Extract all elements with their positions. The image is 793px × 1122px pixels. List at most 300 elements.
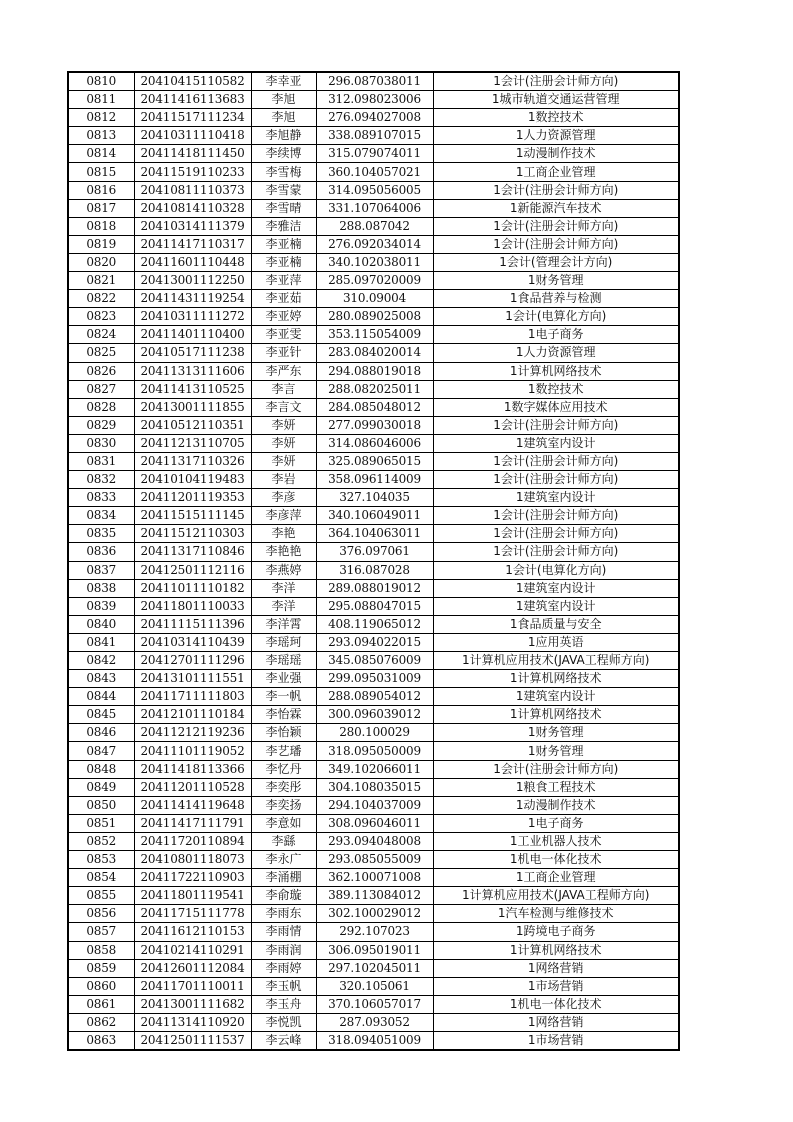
- major-cell: 1会计(注册会计师方向): [433, 507, 679, 525]
- student-name-cell: 李妍: [251, 416, 316, 434]
- row-index-cell: 0846: [68, 724, 134, 742]
- student-name-cell: 李亚婷: [251, 308, 316, 326]
- row-index-cell: 0839: [68, 597, 134, 615]
- score-cell: 292.107023: [316, 923, 433, 941]
- table-body: [68, 72, 679, 1050]
- student-name-cell: 李艺璠: [251, 742, 316, 760]
- candidate-id-cell: 20411401110400: [134, 326, 251, 344]
- student-name-cell: 李彦萍: [251, 507, 316, 525]
- major-cell: 1新能源汽车技术: [433, 199, 679, 217]
- major-cell: 1电子商务: [433, 326, 679, 344]
- major-cell: 1会计(注册会计师方向): [433, 760, 679, 778]
- table-row: [68, 253, 679, 271]
- table-row: [68, 941, 679, 959]
- row-index-cell: 0847: [68, 742, 134, 760]
- student-name-cell: 李严东: [251, 362, 316, 380]
- row-index-cell: 0860: [68, 977, 134, 995]
- score-cell: 338.089107015: [316, 127, 433, 145]
- candidate-id-cell: 20410214110291: [134, 941, 251, 959]
- candidate-id-cell: 20410801118073: [134, 851, 251, 869]
- table-row: [68, 778, 679, 796]
- score-cell: 315.079074011: [316, 145, 433, 163]
- student-name-cell: 李妍: [251, 452, 316, 470]
- score-cell: 304.108035015: [316, 778, 433, 796]
- candidate-id-cell: 20411416113683: [134, 91, 251, 109]
- major-cell: 1数控技术: [433, 380, 679, 398]
- major-cell: 1数字媒体应用技术: [433, 398, 679, 416]
- candidate-id-cell: 20411801110033: [134, 597, 251, 615]
- major-cell: 1食品质量与安全: [433, 615, 679, 633]
- major-cell: 1建筑室内设计: [433, 489, 679, 507]
- score-cell: 370.106057017: [316, 995, 433, 1013]
- major-cell: 1计算机网络技术: [433, 670, 679, 688]
- table-row: [68, 814, 679, 832]
- candidate-id-cell: 20411317110846: [134, 543, 251, 561]
- major-cell: 1应用英语: [433, 633, 679, 651]
- row-index-cell: 0819: [68, 235, 134, 253]
- row-index-cell: 0811: [68, 91, 134, 109]
- major-cell: 1建筑室内设计: [433, 597, 679, 615]
- major-cell: 1市场营销: [433, 977, 679, 995]
- table-row: [68, 1013, 679, 1031]
- row-index-cell: 0813: [68, 127, 134, 145]
- row-index-cell: 0838: [68, 579, 134, 597]
- row-index-cell: 0837: [68, 561, 134, 579]
- score-cell: 283.084020014: [316, 344, 433, 362]
- major-cell: 1会计(管理会计方向): [433, 253, 679, 271]
- major-cell: 1动漫制作技术: [433, 145, 679, 163]
- major-cell: 1工业机器人技术: [433, 832, 679, 850]
- table-row: [68, 109, 679, 127]
- major-cell: 1计算机网络技术: [433, 941, 679, 959]
- major-cell: 1市场营销: [433, 1031, 679, 1050]
- student-name-cell: 李雪梅: [251, 163, 316, 181]
- major-cell: 1计算机网络技术: [433, 706, 679, 724]
- row-index-cell: 0834: [68, 507, 134, 525]
- table-row: [68, 380, 679, 398]
- score-cell: 362.100071008: [316, 869, 433, 887]
- student-name-cell: 李雨婷: [251, 959, 316, 977]
- major-cell: 1建筑室内设计: [433, 688, 679, 706]
- student-name-cell: 李亚雯: [251, 326, 316, 344]
- major-cell: 1电子商务: [433, 814, 679, 832]
- major-cell: 1计算机应用技术(JAVA工程师方向): [433, 652, 679, 670]
- row-index-cell: 0850: [68, 796, 134, 814]
- candidate-id-cell: 20411201119353: [134, 489, 251, 507]
- row-index-cell: 0815: [68, 163, 134, 181]
- row-index-cell: 0848: [68, 760, 134, 778]
- major-cell: 1会计(注册会计师方向): [433, 416, 679, 434]
- student-name-cell: 李言文: [251, 398, 316, 416]
- table-row: [68, 452, 679, 470]
- table-row: [68, 561, 679, 579]
- table-row: [68, 471, 679, 489]
- row-index-cell: 0826: [68, 362, 134, 380]
- student-name-cell: 李岩: [251, 471, 316, 489]
- candidate-id-cell: 20411519110233: [134, 163, 251, 181]
- student-name-cell: 李云峰: [251, 1031, 316, 1050]
- row-index-cell: 0845: [68, 706, 134, 724]
- student-name-cell: 李业强: [251, 670, 316, 688]
- table-row: [68, 507, 679, 525]
- row-index-cell: 0818: [68, 217, 134, 235]
- major-cell: 1会计(注册会计师方向): [433, 543, 679, 561]
- row-index-cell: 0835: [68, 525, 134, 543]
- table-row: [68, 959, 679, 977]
- row-index-cell: 0855: [68, 887, 134, 905]
- table-row: [68, 543, 679, 561]
- student-name-cell: 李旭: [251, 109, 316, 127]
- score-cell: 306.095019011: [316, 941, 433, 959]
- row-index-cell: 0810: [68, 72, 134, 91]
- major-cell: 1会计(注册会计师方向): [433, 181, 679, 199]
- student-name-cell: 李怡霖: [251, 706, 316, 724]
- score-cell: 299.095031009: [316, 670, 433, 688]
- candidate-id-cell: 20411517111234: [134, 109, 251, 127]
- score-cell: 353.115054009: [316, 326, 433, 344]
- table-row: [68, 633, 679, 651]
- candidate-id-cell: 20411317110326: [134, 452, 251, 470]
- student-name-cell: 李怡颖: [251, 724, 316, 742]
- row-index-cell: 0817: [68, 199, 134, 217]
- candidate-id-cell: 20410814110328: [134, 199, 251, 217]
- table-row: [68, 163, 679, 181]
- candidate-id-cell: 20411418113366: [134, 760, 251, 778]
- student-name-cell: 李洋霄: [251, 615, 316, 633]
- score-cell: 314.095056005: [316, 181, 433, 199]
- candidate-id-cell: 20411212119236: [134, 724, 251, 742]
- student-name-cell: 李涌棚: [251, 869, 316, 887]
- row-index-cell: 0856: [68, 905, 134, 923]
- candidate-id-cell: 20411115111396: [134, 615, 251, 633]
- candidate-id-cell: 20411101119052: [134, 742, 251, 760]
- table-row: [68, 579, 679, 597]
- table-row: [68, 796, 679, 814]
- major-cell: 1粮食工程技术: [433, 778, 679, 796]
- row-index-cell: 0816: [68, 181, 134, 199]
- score-cell: 345.085076009: [316, 652, 433, 670]
- row-index-cell: 0854: [68, 869, 134, 887]
- score-cell: 295.088047015: [316, 597, 433, 615]
- row-index-cell: 0842: [68, 652, 134, 670]
- score-cell: 288.082025011: [316, 380, 433, 398]
- table-row: [68, 362, 679, 380]
- row-index-cell: 0831: [68, 452, 134, 470]
- candidate-id-cell: 20411601110448: [134, 253, 251, 271]
- major-cell: 1人力资源管理: [433, 127, 679, 145]
- candidate-id-cell: 20411801119541: [134, 887, 251, 905]
- major-cell: 1计算机应用技术(JAVA工程师方向): [433, 887, 679, 905]
- score-cell: 318.094051009: [316, 1031, 433, 1050]
- row-index-cell: 0849: [68, 778, 134, 796]
- major-cell: 1财务管理: [433, 724, 679, 742]
- student-name-cell: 李亚楠: [251, 235, 316, 253]
- major-cell: 1会计(注册会计师方向): [433, 525, 679, 543]
- candidate-id-cell: 20412501111537: [134, 1031, 251, 1050]
- score-cell: 297.102045011: [316, 959, 433, 977]
- candidate-id-cell: 20410104119483: [134, 471, 251, 489]
- student-name-cell: 李幸亚: [251, 72, 316, 91]
- score-cell: 314.086046006: [316, 434, 433, 452]
- candidate-id-cell: 20411417110317: [134, 235, 251, 253]
- row-index-cell: 0829: [68, 416, 134, 434]
- major-cell: 1会计(注册会计师方向): [433, 235, 679, 253]
- table-row: [68, 91, 679, 109]
- score-cell: 296.087038011: [316, 72, 433, 91]
- row-index-cell: 0820: [68, 253, 134, 271]
- major-cell: 1会计(注册会计师方向): [433, 72, 679, 91]
- student-name-cell: 李燕婷: [251, 561, 316, 579]
- candidate-id-cell: 20410512110351: [134, 416, 251, 434]
- row-index-cell: 0853: [68, 851, 134, 869]
- student-name-cell: 李旭: [251, 91, 316, 109]
- major-cell: 1城市轨道交通运营管理: [433, 91, 679, 109]
- score-cell: 277.099030018: [316, 416, 433, 434]
- major-cell: 1会计(注册会计师方向): [433, 471, 679, 489]
- score-cell: 300.096039012: [316, 706, 433, 724]
- student-name-cell: 李忆丹: [251, 760, 316, 778]
- major-cell: 1机电一体化技术: [433, 851, 679, 869]
- table-row: [68, 235, 679, 253]
- major-cell: 1汽车检测与维修技术: [433, 905, 679, 923]
- admission-table: [67, 71, 680, 1051]
- score-cell: 340.106049011: [316, 507, 433, 525]
- student-name-cell: 李永广: [251, 851, 316, 869]
- student-name-cell: 李亚茹: [251, 290, 316, 308]
- candidate-id-cell: 20411431119254: [134, 290, 251, 308]
- major-cell: 1会计(电算化方向): [433, 308, 679, 326]
- table-row: [68, 615, 679, 633]
- candidate-id-cell: 20412101110184: [134, 706, 251, 724]
- student-name-cell: 李亚针: [251, 344, 316, 362]
- major-cell: 1会计(注册会计师方向): [433, 452, 679, 470]
- score-cell: 280.089025008: [316, 308, 433, 326]
- row-index-cell: 0812: [68, 109, 134, 127]
- table-row: [68, 127, 679, 145]
- row-index-cell: 0828: [68, 398, 134, 416]
- row-index-cell: 0822: [68, 290, 134, 308]
- score-cell: 408.119065012: [316, 615, 433, 633]
- student-name-cell: 李洋: [251, 597, 316, 615]
- score-cell: 376.097061: [316, 543, 433, 561]
- candidate-id-cell: 20410314111379: [134, 217, 251, 235]
- major-cell: 1数控技术: [433, 109, 679, 127]
- candidate-id-cell: 20411414119648: [134, 796, 251, 814]
- student-name-cell: 李洋: [251, 579, 316, 597]
- table-row: [68, 1031, 679, 1050]
- table-row: [68, 344, 679, 362]
- table-row: [68, 181, 679, 199]
- table-row: [68, 851, 679, 869]
- table-row: [68, 869, 679, 887]
- table-row: [68, 199, 679, 217]
- score-cell: 389.113084012: [316, 887, 433, 905]
- student-name-cell: 李旭静: [251, 127, 316, 145]
- table-row: [68, 489, 679, 507]
- major-cell: 1财务管理: [433, 742, 679, 760]
- table-row: [68, 398, 679, 416]
- major-cell: 1会计(注册会计师方向): [433, 217, 679, 235]
- student-name-cell: 李玉舟: [251, 995, 316, 1013]
- score-cell: 293.094048008: [316, 832, 433, 850]
- score-cell: 316.087028: [316, 561, 433, 579]
- document-page: [67, 71, 680, 1051]
- row-index-cell: 0861: [68, 995, 134, 1013]
- table-row: [68, 670, 679, 688]
- major-cell: 1建筑室内设计: [433, 579, 679, 597]
- score-cell: 289.088019012: [316, 579, 433, 597]
- table-row: [68, 905, 679, 923]
- table-row: [68, 977, 679, 995]
- student-name-cell: 李奕扬: [251, 796, 316, 814]
- candidate-id-cell: 20413101111551: [134, 670, 251, 688]
- score-cell: 293.094022015: [316, 633, 433, 651]
- candidate-id-cell: 20411417111791: [134, 814, 251, 832]
- score-cell: 287.093052: [316, 1013, 433, 1031]
- row-index-cell: 0857: [68, 923, 134, 941]
- candidate-id-cell: 20413001111855: [134, 398, 251, 416]
- major-cell: 1计算机网络技术: [433, 362, 679, 380]
- row-index-cell: 0851: [68, 814, 134, 832]
- score-cell: 284.085048012: [316, 398, 433, 416]
- row-index-cell: 0840: [68, 615, 134, 633]
- candidate-id-cell: 20412501112116: [134, 561, 251, 579]
- candidate-id-cell: 20410811110373: [134, 181, 251, 199]
- student-name-cell: 李雨情: [251, 923, 316, 941]
- row-index-cell: 0863: [68, 1031, 134, 1050]
- row-index-cell: 0844: [68, 688, 134, 706]
- table-row: [68, 742, 679, 760]
- candidate-id-cell: 20411711111803: [134, 688, 251, 706]
- score-cell: 318.095050009: [316, 742, 433, 760]
- candidate-id-cell: 20411201110528: [134, 778, 251, 796]
- student-name-cell: 李雪蒙: [251, 181, 316, 199]
- row-index-cell: 0862: [68, 1013, 134, 1031]
- candidate-id-cell: 20411515111145: [134, 507, 251, 525]
- student-name-cell: 李亚萍: [251, 272, 316, 290]
- score-cell: 302.100029012: [316, 905, 433, 923]
- candidate-id-cell: 20411213110705: [134, 434, 251, 452]
- candidate-id-cell: 20412701111296: [134, 652, 251, 670]
- student-name-cell: 李彦: [251, 489, 316, 507]
- student-name-cell: 李艳: [251, 525, 316, 543]
- table-row: [68, 706, 679, 724]
- candidate-id-cell: 20410415110582: [134, 72, 251, 91]
- score-cell: 358.096114009: [316, 471, 433, 489]
- candidate-id-cell: 20411701110011: [134, 977, 251, 995]
- major-cell: 1网络营销: [433, 959, 679, 977]
- major-cell: 1财务管理: [433, 272, 679, 290]
- student-name-cell: 李雅洁: [251, 217, 316, 235]
- candidate-id-cell: 20410517111238: [134, 344, 251, 362]
- row-index-cell: 0830: [68, 434, 134, 452]
- score-cell: 325.089065015: [316, 452, 433, 470]
- candidate-id-cell: 20411715111778: [134, 905, 251, 923]
- candidate-id-cell: 20410311110418: [134, 127, 251, 145]
- major-cell: 1动漫制作技术: [433, 796, 679, 814]
- score-cell: 276.094027008: [316, 109, 433, 127]
- table-row: [68, 887, 679, 905]
- student-name-cell: 李玉帆: [251, 977, 316, 995]
- table-row: [68, 688, 679, 706]
- candidate-id-cell: 20410311111272: [134, 308, 251, 326]
- score-cell: 294.088019018: [316, 362, 433, 380]
- score-cell: 364.104063011: [316, 525, 433, 543]
- table-row: [68, 272, 679, 290]
- major-cell: 1机电一体化技术: [433, 995, 679, 1013]
- table-row: [68, 416, 679, 434]
- row-index-cell: 0814: [68, 145, 134, 163]
- candidate-id-cell: 20410314110439: [134, 633, 251, 651]
- table-row: [68, 652, 679, 670]
- candidate-id-cell: 20413001111682: [134, 995, 251, 1013]
- student-name-cell: 李意如: [251, 814, 316, 832]
- student-name-cell: 李奕彤: [251, 778, 316, 796]
- table-row: [68, 308, 679, 326]
- major-cell: 1食品营养与检测: [433, 290, 679, 308]
- score-cell: 288.087042: [316, 217, 433, 235]
- row-index-cell: 0832: [68, 471, 134, 489]
- score-cell: 308.096046011: [316, 814, 433, 832]
- student-name-cell: 李雨东: [251, 905, 316, 923]
- student-name-cell: 李瑶瑶: [251, 652, 316, 670]
- row-index-cell: 0833: [68, 489, 134, 507]
- row-index-cell: 0836: [68, 543, 134, 561]
- major-cell: 1网络营销: [433, 1013, 679, 1031]
- major-cell: 1会计(电算化方向): [433, 561, 679, 579]
- row-index-cell: 0841: [68, 633, 134, 651]
- student-name-cell: 李一帆: [251, 688, 316, 706]
- score-cell: 312.098023006: [316, 91, 433, 109]
- score-cell: 288.089054012: [316, 688, 433, 706]
- row-index-cell: 0852: [68, 832, 134, 850]
- score-cell: 285.097020009: [316, 272, 433, 290]
- major-cell: 1建筑室内设计: [433, 434, 679, 452]
- score-cell: 349.102066011: [316, 760, 433, 778]
- student-name-cell: 李言: [251, 380, 316, 398]
- major-cell: 1工商企业管理: [433, 163, 679, 181]
- student-name-cell: 李妍: [251, 434, 316, 452]
- score-cell: 360.104057021: [316, 163, 433, 181]
- score-cell: 276.092034014: [316, 235, 433, 253]
- candidate-id-cell: 20411512110303: [134, 525, 251, 543]
- student-name-cell: 李续博: [251, 145, 316, 163]
- table-row: [68, 72, 679, 91]
- student-name-cell: 李艳艳: [251, 543, 316, 561]
- table-row: [68, 326, 679, 344]
- score-cell: 320.105061: [316, 977, 433, 995]
- major-cell: 1人力资源管理: [433, 344, 679, 362]
- student-name-cell: 李亚楠: [251, 253, 316, 271]
- table-row: [68, 217, 679, 235]
- table-row: [68, 145, 679, 163]
- student-name-cell: 李俞璇: [251, 887, 316, 905]
- score-cell: 293.085055009: [316, 851, 433, 869]
- table-row: [68, 290, 679, 308]
- major-cell: 1跨境电子商务: [433, 923, 679, 941]
- candidate-id-cell: 20411418111450: [134, 145, 251, 163]
- candidate-id-cell: 20413001112250: [134, 272, 251, 290]
- row-index-cell: 0827: [68, 380, 134, 398]
- candidate-id-cell: 20411011110182: [134, 579, 251, 597]
- score-cell: 280.100029: [316, 724, 433, 742]
- row-index-cell: 0859: [68, 959, 134, 977]
- score-cell: 340.102038011: [316, 253, 433, 271]
- candidate-id-cell: 20411720110894: [134, 832, 251, 850]
- table-row: [68, 995, 679, 1013]
- table-row: [68, 724, 679, 742]
- student-name-cell: 李瑶珂: [251, 633, 316, 651]
